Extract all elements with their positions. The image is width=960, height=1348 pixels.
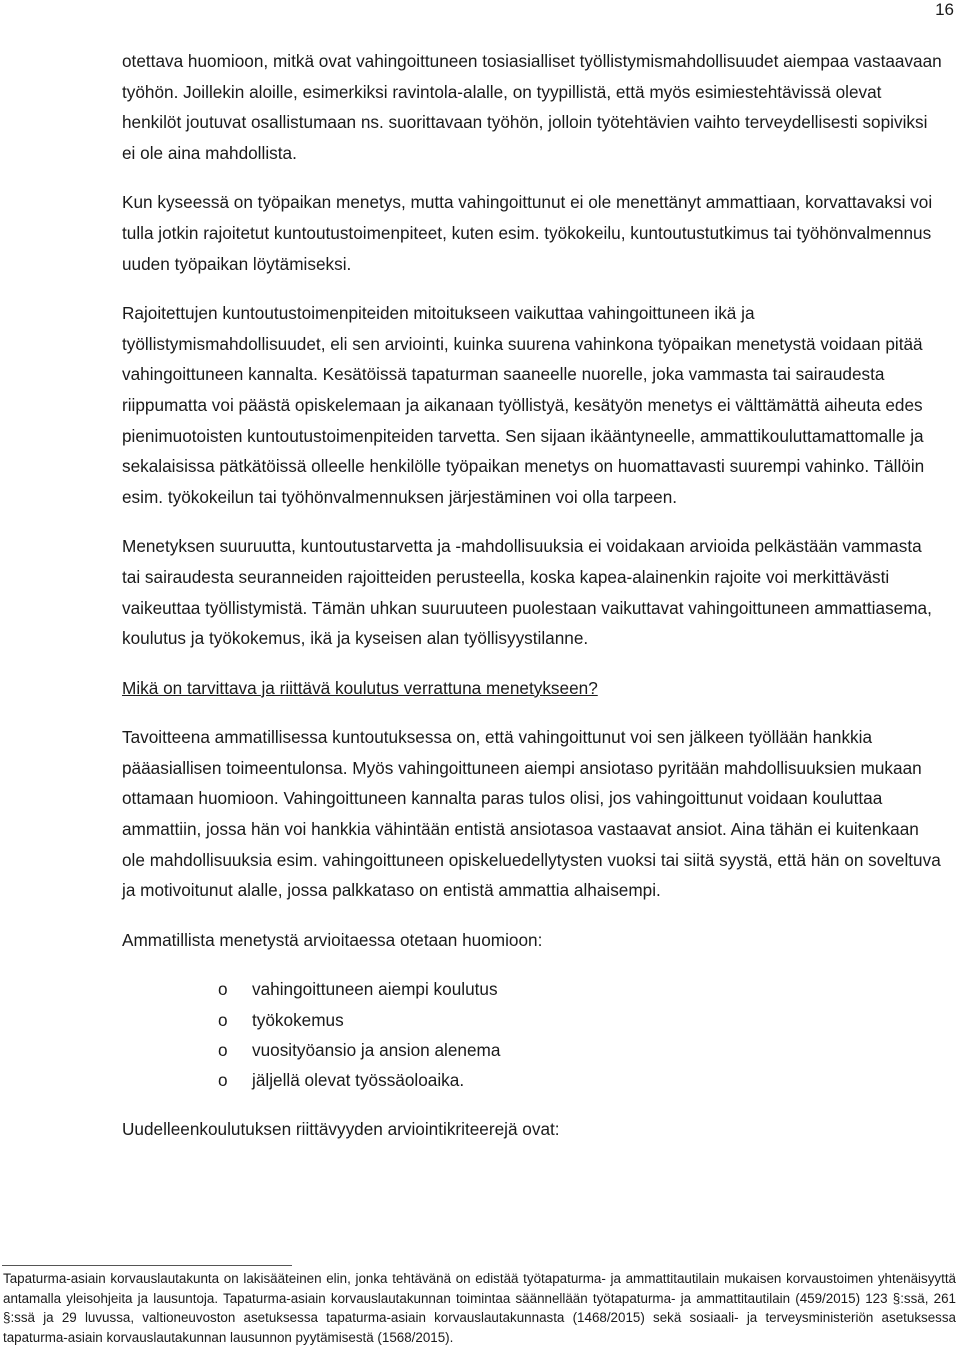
section-heading: Mikä on tarvittava ja riittävä koulutus verrattuna menetykseen? — [122, 677, 598, 698]
list-item — [122, 1065, 942, 1095]
assessment-list — [122, 974, 942, 1095]
page-number: 16 — [935, 0, 954, 19]
list-item — [122, 1035, 942, 1065]
list-item — [122, 1005, 942, 1035]
bullet-icon: o — [218, 979, 228, 1000]
paragraph-1: otettava huomioon, mitkä ovat vahingoittuneen tosiasialliset työllistymismahdollisuudet aiempaa vastaavaan työhön. Joillekin aloille, esimerkiksi ravintola-alalle, on tyypillistä, että myös esimiestehtävissä olevat henkilöt joutuvat osallistumaan ns. suorittavaan työhön, jolloin työtehtävien vaihto terveydellisesti sopiviksi ei ole aina mahdollista. — [122, 51, 942, 163]
footer — [0, 1265, 960, 1348]
bullet-icon: o — [218, 1009, 228, 1030]
list-intro: Ammatillista menetystä arvioitaessa otetaan huomioon: — [122, 929, 543, 950]
bullet-icon: o — [218, 1070, 228, 1091]
list-item-text: työkokemus — [252, 1009, 344, 1030]
document-body — [122, 46, 942, 1164]
paragraph-4: Menetyksen suuruutta, kuntoutustarvetta ja -mahdollisuuksia ei voidakaan arvioida pelkästään vammasta tai sairaudesta seuranneiden rajoitteiden perusteella, koska kapea-alainenkin rajoite voi merkittävästi vaikeuttaa työllistymistä. Tämän uhkan suuruuteen puolestaan vaikuttavat vahingoittuneen ammattiasema, koulutus ja työkokemus, ikä ja kyseisen alan työllisyystilanne. — [122, 536, 932, 649]
bullet-icon: o — [218, 1039, 228, 1060]
footer-text: Tapaturma-asiain korvauslautakunta on lakisääteinen elin, jonka tehtävänä on edistää työtapaturma- ja ammattitautilain mukaisen korvaustoimen yhtenäisyyttä antamalla yleisohjeita ja lausuntoja. Tapaturma-asiain korvauslautakunnan toimintaa säännellään työtapaturma- ja ammattitautilain (459/2015) 123 §:ssä, 261 §:ssä ja 29 luvussa, valtioneuvoston asetuksessa tapaturma-asiain korvauslautakunnasta (1468/2015) sekä sosiaali- ja terveysministeriön asetuksessa tapaturma-asiain korvauslautakunnan lausunnon pyytämisestä (1568/2015). — [3, 1271, 956, 1346]
paragraph-2: Kun kyseessä on työpaikan menetys, mutta vahingoittunut ei ole menettänyt ammattiaan, korvattavaksi voi tulla jotkin rajoitetut kuntoutustoimenpiteet, kuten esim. työkokeilu, kuntoutustutkimus tai työhönvalmennus uuden työpaikan löytämiseksi. — [122, 192, 933, 274]
list-item — [122, 974, 942, 1004]
closing-line: Uudelleenkoulutuksen riittävyyden arviointikriteerejä ovat: — [122, 1119, 560, 1140]
list-item-text: vuosityöansio ja ansion alenema — [252, 1039, 501, 1060]
list-item-text: jäljellä olevat työssäoloaika. — [252, 1070, 465, 1091]
paragraph-3: Rajoitettujen kuntoutustoimenpiteiden mitoitukseen vaikuttaa vahingoittuneen ikä ja työllistymismahdollisuudet, eli sen arviointi, kuinka suurena vahinkona työpaikan menetystä voidaan pitää vahingoittuneen kannalta. Kesätöissä tapaturman saaneelle nuorelle, joka vammasta tai sairaudesta riippumatta voi päästä opiskelemaan ja aikanaan työllistyä, kesätyön menetys ei välttämättä aiheuta edes pienimuotoisten kuntoutustoimenpiteiden tarvetta. Sen sijaan ikääntyneelle, ammattikouluttamattomalle ja sekalaisissa pätkätöissä olleelle henkilölle työpaikan menetys on huomattavasti suurempi vahinko. Tällöin esim. työkokeilun tai työhönvalmennuksen järjestäminen voi olla tarpeen. — [122, 303, 925, 507]
list-item-text: vahingoittuneen aiempi koulutus — [252, 979, 498, 1000]
paragraph-5: Tavoitteena ammatillisessa kuntoutuksessa on, että vahingoittunut voi sen jälkeen työllään hankkia pääasiallisen toimeentulonsa. Myös vahingoittuneen aiempi ansiotaso pyritään mahdollisuuksien mukaan ottamaan huomioon. Vahingoittuneen kannalta paras tulos olisi, jos vahingoittunut voidaan kouluttaa ammattiin, jossa hän voi hankkia vähintään entistä ansiotasoa vastaavat ansiot. Aina tähän ei kuitenkaan ole mahdollisuuksia esim. vahingoittuneen opiskeluedellytysten vuoksi tai siitä syystä, että hän on soveltuva ja motivoitunut alalle, jossa palkkataso on entistä ammattia alhaisempi. — [122, 727, 941, 901]
footnote-divider — [2, 1265, 292, 1266]
